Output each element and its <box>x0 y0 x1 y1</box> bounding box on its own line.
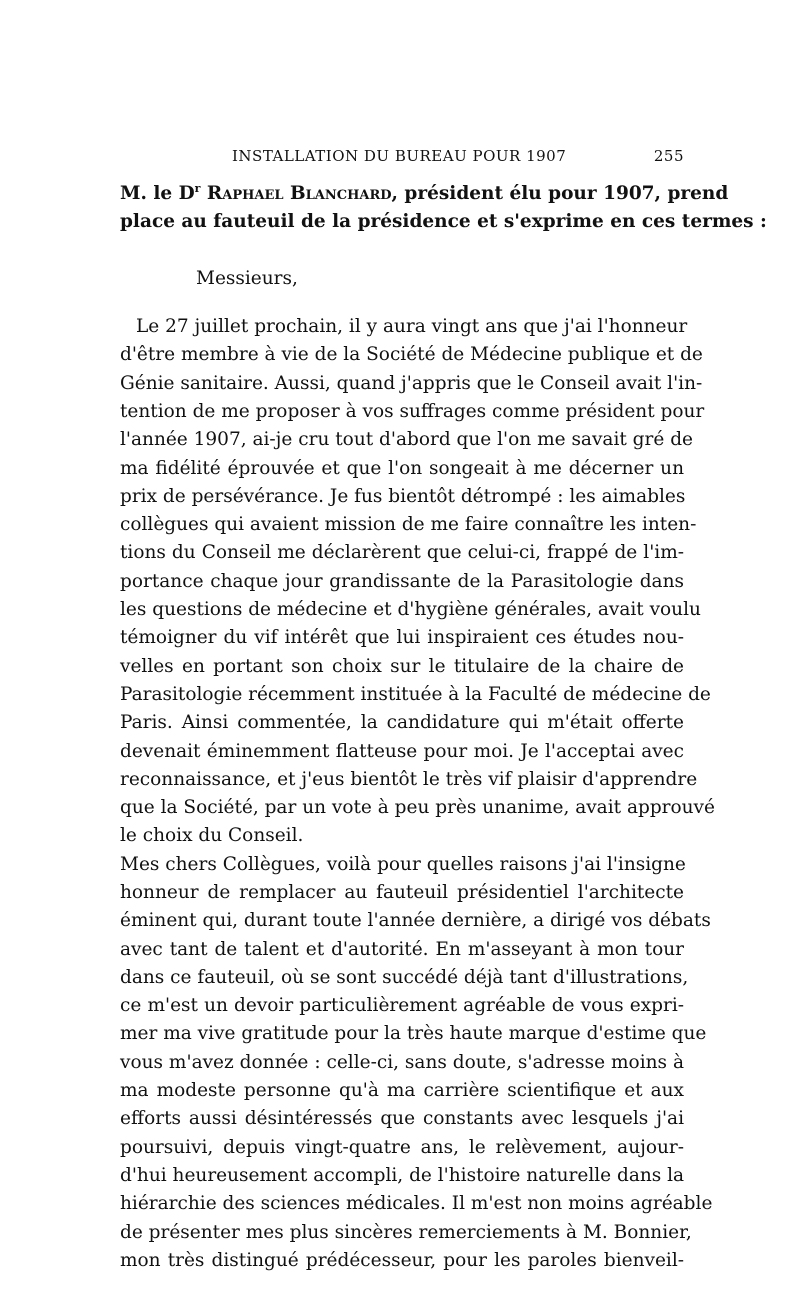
running-title: INSTALLATION DU BUREAU POUR 1907 <box>232 147 567 165</box>
text-line: Parasitologie récemment instituée à la Faculté de médecine de <box>120 683 711 705</box>
paragraph-2 <box>116 851 713 1275</box>
book-page <box>116 147 767 1275</box>
text-line: Le 27 juillet prochain, il y aura vingt ans que j'ai l'honneur <box>136 316 688 338</box>
text-line: hiérarchie des sciences médicales. Il m'est non moins agréable <box>120 1193 713 1215</box>
text-line: velles en portant son choix sur le titulaire de la chaire de <box>120 655 684 677</box>
running-head <box>116 147 684 175</box>
text-line: d'hui heureusement accompli, de l'histoire naturelle dans la <box>120 1164 685 1186</box>
intro-sup: r <box>194 182 201 195</box>
text-line: honneur de remplacer au fauteuil présidentiel l'architecte <box>120 881 684 903</box>
text-line: Mes chers Collègues, voilà pour quelles raisons j'ai l'insigne <box>120 853 686 875</box>
text-line: portance chaque jour grandissante de la Parasitologie dans <box>120 570 684 592</box>
text-line: Génie sanitaire. Aussi, quand j'appris que le Conseil avait l'in- <box>120 372 703 394</box>
text-line: de présenter mes plus sincères remerciements à M. Bonnier, <box>120 1221 692 1243</box>
text-line: d'être membre à vie de la Société de Médecine publique et de <box>120 344 703 366</box>
intro-paragraph <box>116 175 767 237</box>
intro-line-1 <box>116 175 729 208</box>
text-line: poursuivi, depuis vingt-quatre ans, le relèvement, aujour- <box>120 1136 684 1158</box>
text-line: tention de me proposer à vos suffrages comme président pour <box>120 400 705 422</box>
intro-suffix: , président élu pour 1907, prend <box>391 183 729 205</box>
text-line: vous m'avez donnée : celle-ci, sans doute, s'adresse moins à <box>120 1051 684 1073</box>
text-line: devenait éminemment flatteuse pour moi. Je l'acceptai avec <box>120 740 684 762</box>
salutation: Messieurs, <box>196 267 298 289</box>
text-line: dans ce fauteuil, où se sont succédé déjà tant d'illustrations, <box>120 966 689 988</box>
text-line: tions du Conseil me déclarèrent que celui-ci, frappé de l'im- <box>120 542 684 564</box>
text-line: ce m'est un devoir particulièrement agréable de vous expri- <box>120 995 684 1017</box>
text-line: témoigner du vif intérêt que lui inspiraient ces études nou- <box>120 627 684 649</box>
text-line: Paris. Ainsi commentée, la candidature qui m'était offerte <box>120 712 684 734</box>
text-line: l'année 1907, ai-je cru tout d'abord que l'on me savait gré de <box>120 429 693 451</box>
body-text <box>116 175 767 1275</box>
text-line: efforts aussi désintéressés que constants avec lesquels j'ai <box>120 1108 684 1130</box>
paragraph-1 <box>116 313 715 851</box>
text-line: les questions de médecine et d'hygiène générales, avait voulu <box>120 599 701 621</box>
text-line: avec tant de talent et d'autorité. En m'asseyant à mon tour <box>120 938 684 960</box>
text-line: mon très distingué prédécesseur, pour les paroles bienveil- <box>120 1249 684 1271</box>
intro-prefix: M. le D <box>120 183 195 205</box>
text-line: reconnaissance, et j'eus bientôt le très vif plaisir d'apprendre <box>120 768 698 790</box>
page-number: 255 <box>653 147 684 165</box>
president-name: Raphael Blanchard <box>206 183 392 205</box>
text-line: mer ma vive gratitude pour la très haute marque d'estime que <box>120 1023 707 1045</box>
text-line: le choix du Conseil. <box>120 825 304 847</box>
text-line: que la Société, par un vote à peu près unanime, avait approuvé <box>120 797 715 819</box>
text-line: éminent qui, durant toute l'année dernière, a dirigé vos débats <box>120 910 711 932</box>
text-line: ma modeste personne qu'à ma carrière scientifique et aux <box>120 1080 684 1102</box>
text-line: ma fidélité éprouvée et que l'on songeait à me décerner un <box>120 457 684 479</box>
text-line: prix de persévérance. Je fus bientôt détrompé : les aimables <box>120 485 686 507</box>
intro-line-2: place au fauteuil de la présidence et s'exprime en ces termes : <box>120 211 767 233</box>
text-line: collègues qui avaient mission de me faire connaître les inten- <box>120 514 697 536</box>
